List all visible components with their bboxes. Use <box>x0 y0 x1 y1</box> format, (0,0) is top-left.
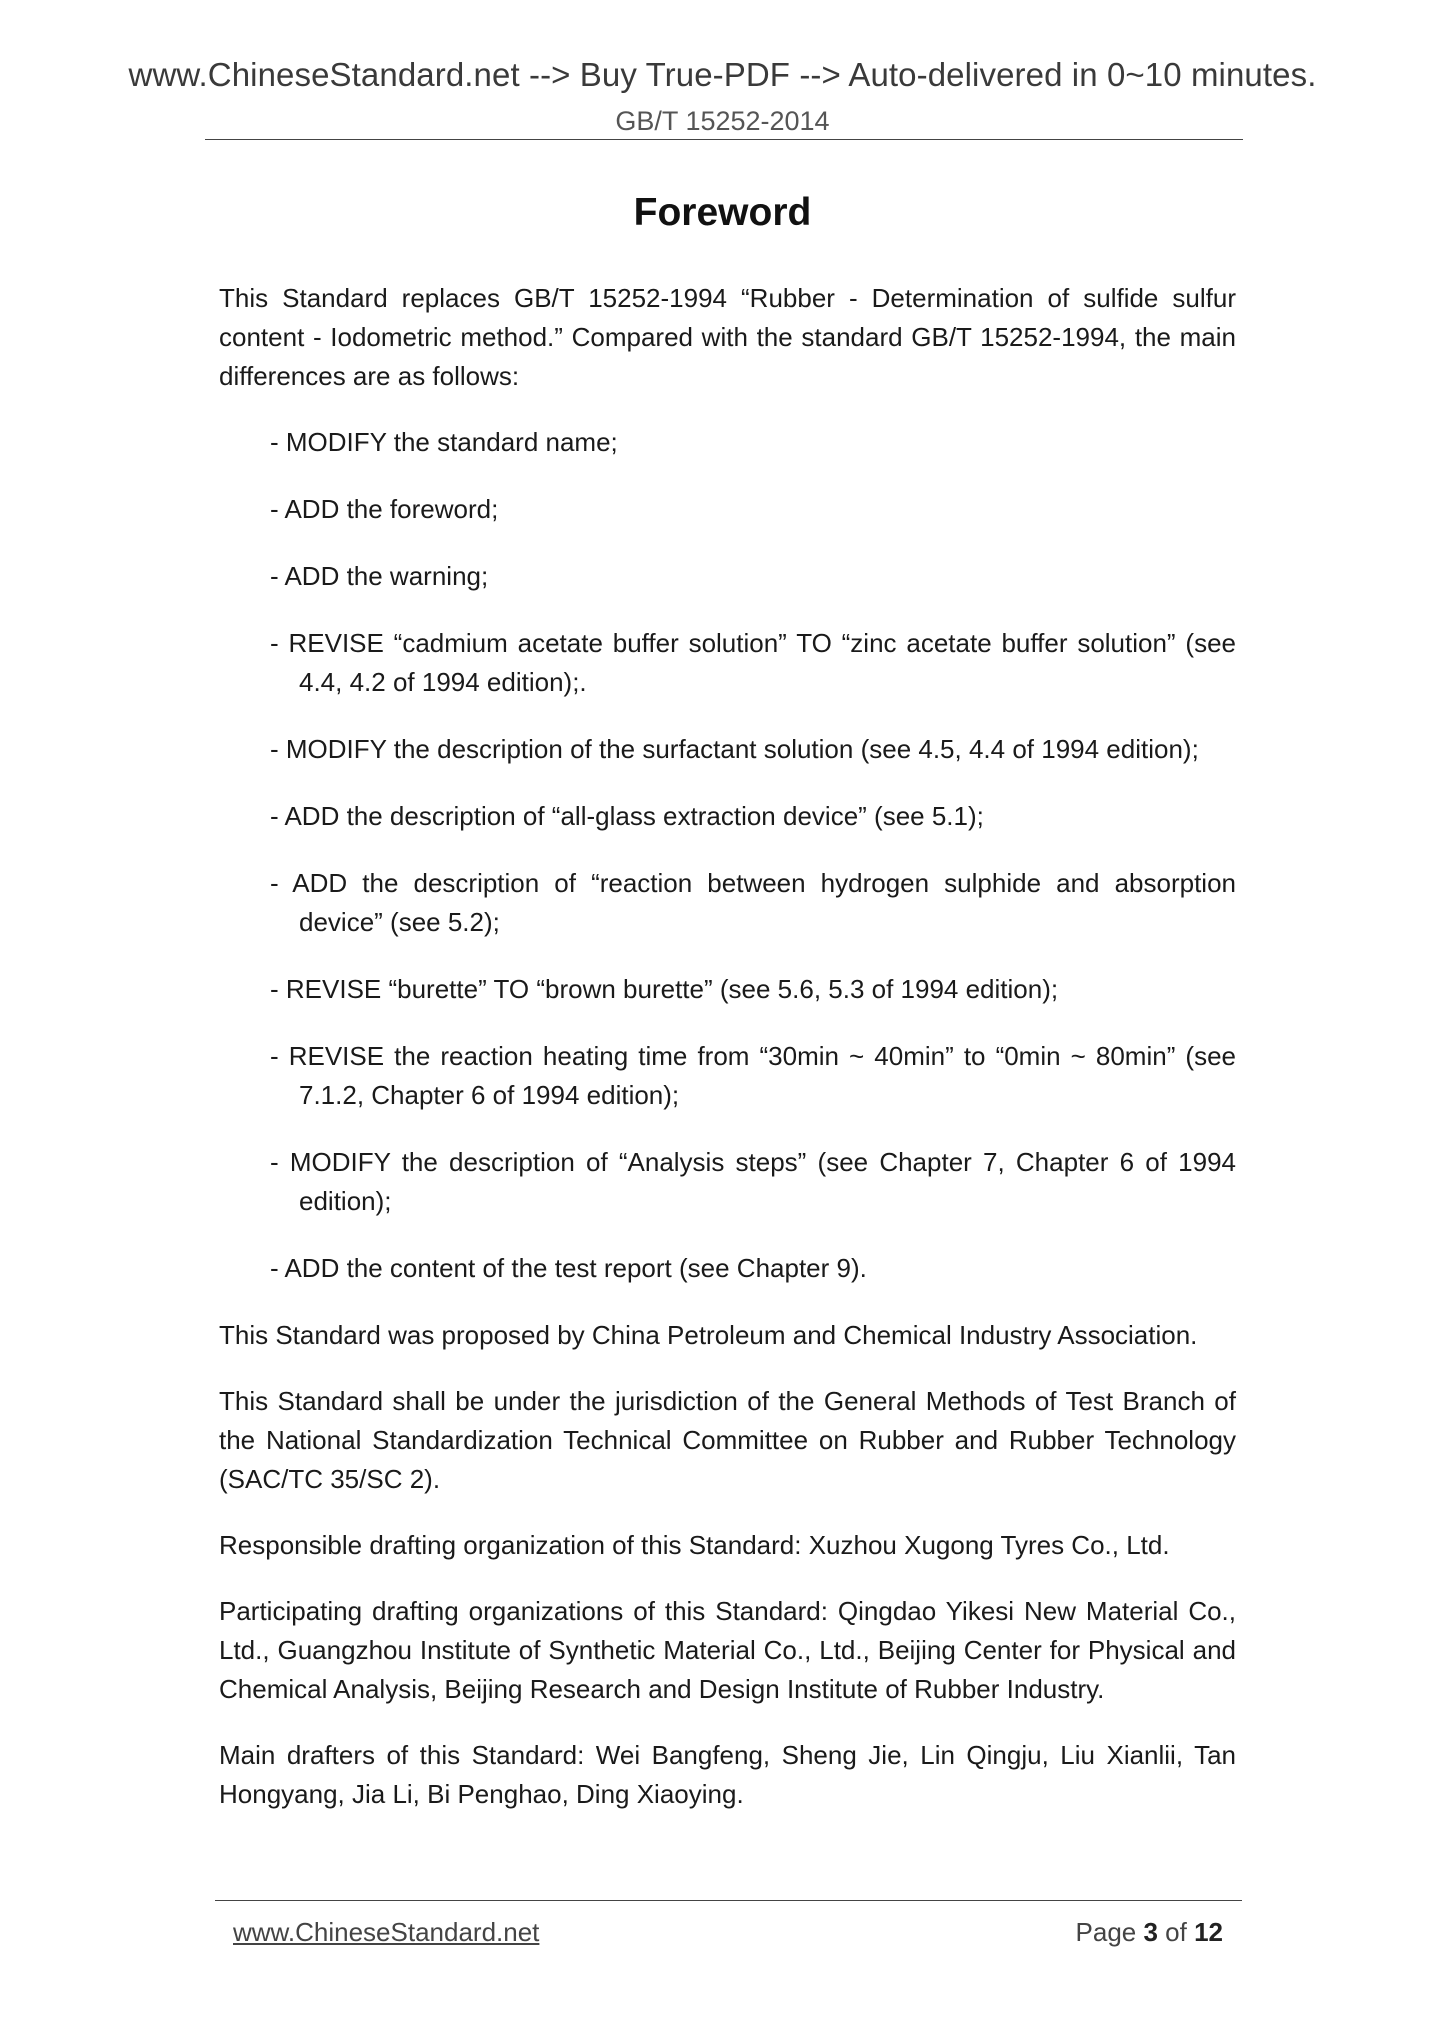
change-item: - REVISE “burette” TO “brown burette” (see 5.6, 5.3 of 1994 edition); <box>270 974 1059 1004</box>
change-item: - MODIFY the description of “Analysis steps” (see Chapter 7, Chapter 6 of 1994 edition); <box>270 1147 1236 1216</box>
change-item: - ADD the content of the test report (see Chapter 9). <box>270 1253 867 1283</box>
change-item: - ADD the foreword; <box>270 494 499 524</box>
page-prefix: Page <box>1075 1917 1144 1947</box>
change-item: - ADD the description of “all-glass extraction device” (see 5.1); <box>270 801 984 831</box>
changes-list <box>219 423 1236 1288</box>
top-banner: www.ChineseStandard.net --> Buy True-PDF --> Auto-delivered in 0~10 minutes. <box>128 56 1317 93</box>
change-item: - REVISE “cadmium acetate buffer solution” TO “zinc acetate buffer solution” (see 4.4, 4.2 of 1994 edition);. <box>270 628 1236 697</box>
page-title: Foreword <box>633 191 812 234</box>
proposed-by-paragraph: This Standard was proposed by China Petroleum and Chemical Industry Association. <box>219 1320 1198 1350</box>
change-item: - ADD the warning; <box>270 561 489 591</box>
participating-orgs-paragraph: Participating drafting organizations of this Standard: Qingdao Yikesi New Material Co., Ltd., Guangzhou Institute of Synthetic Material Co., Ltd., Beijing Center for Physical and Chemical Analysis, Beijing Research and Design Institute of Rubber Industry. <box>219 1596 1236 1704</box>
foreword-body <box>219 279 1236 1814</box>
footer-divider <box>215 1900 1242 1901</box>
page-current: 3 <box>1143 1917 1158 1947</box>
standard-code: GB/T 15252-2014 <box>615 106 830 136</box>
header-divider <box>205 139 1243 140</box>
page-number <box>1076 1917 1223 1948</box>
drafters-paragraph: Main drafters of this Standard: Wei Bangfeng, Sheng Jie, Lin Qingju, Liu Xianlii, Tan Hongyang, Jia Li, Bi Penghao, Ding Xiaoying. <box>219 1740 1236 1809</box>
intro-paragraph: This Standard replaces GB/T 15252-1994 “Rubber - Determination of sulfide sulfur content - Iodometric method.” Compared with the standard GB/T 15252-1994, the main differences are as follows: <box>219 283 1236 391</box>
change-item: - ADD the description of “reaction between hydrogen sulphide and absorption device” (see 5.2); <box>270 868 1236 937</box>
page-separator: of <box>1157 1917 1195 1947</box>
change-item: - REVISE the reaction heating time from “30min ~ 40min” to “0min ~ 80min” (see 7.1.2, Chapter 6 of 1994 edition); <box>270 1041 1236 1110</box>
jurisdiction-paragraph: This Standard shall be under the jurisdiction of the General Methods of Test Branch of the National Standardization Technical Committee on Rubber and Rubber Technology (SAC/TC 35/SC 2). <box>219 1386 1236 1494</box>
responsible-org-paragraph: Responsible drafting organization of this Standard: Xuzhou Xugong Tyres Co., Ltd. <box>219 1530 1170 1560</box>
change-item: - MODIFY the description of the surfactant solution (see 4.5, 4.4 of 1994 edition); <box>270 734 1199 764</box>
change-item: - MODIFY the standard name; <box>270 427 618 457</box>
footer-website-link[interactable]: www.ChineseStandard.net <box>233 1917 540 1947</box>
page-total: 12 <box>1194 1917 1223 1947</box>
